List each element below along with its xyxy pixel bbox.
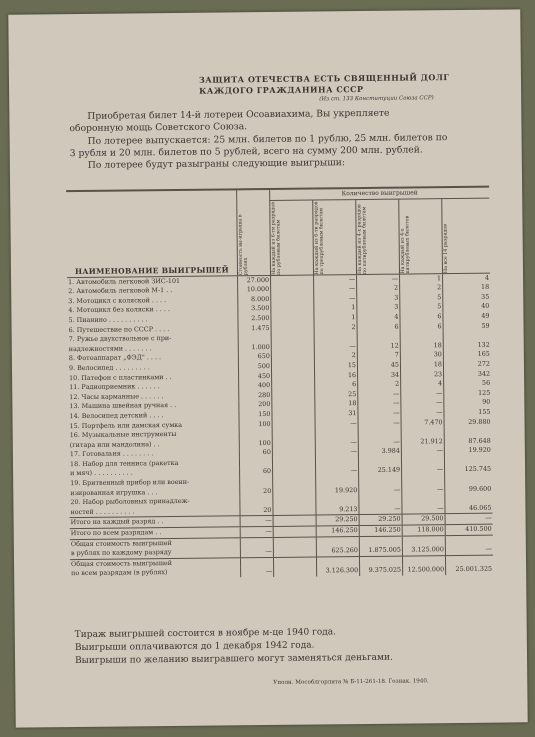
cell-q1: 31 [315, 409, 358, 419]
cell-cost: 1.000 [238, 343, 271, 353]
cell-q2: 9.375.025 [360, 566, 403, 576]
cell-q1: 16 [315, 371, 358, 381]
cell-cost: — [240, 547, 273, 557]
cell-q3: — [401, 408, 444, 418]
cell-q4: — [445, 545, 493, 556]
cell-q1: 1 [314, 303, 357, 313]
cell-cost: 2.500 [238, 314, 271, 324]
cell-q3: — [401, 389, 444, 399]
cell-name: изированная игрушка . . . [70, 487, 158, 497]
cell-cost: 450 [239, 371, 272, 381]
paragraph-3: По лотерее будут разыграны следующие выигрыши: [87, 157, 346, 171]
cell-q1: 6 [315, 380, 358, 390]
cell-q4 [445, 494, 493, 504]
cell-q3: 29.500 [402, 514, 445, 525]
cell-empty [272, 419, 315, 429]
cell-q2: — [358, 437, 401, 447]
cell-q3: — [402, 485, 445, 495]
cell-cost: 280 [239, 391, 272, 401]
cell-empty [273, 547, 316, 558]
cell-cost: 100 [239, 439, 272, 449]
cell-empty [272, 371, 315, 381]
cell-q4: 46.065 [445, 504, 493, 515]
cell-empty [272, 429, 315, 439]
cell-q2: 34 [358, 370, 401, 380]
cell-q3: — [402, 466, 445, 476]
cell-q4: 4 [443, 273, 491, 284]
column-header-q3: На каждый из 4-х разрядов по пятирублевым билетам [357, 203, 369, 274]
cell-q1 [314, 332, 357, 342]
cell-name: Итого по всем разрядам . . [70, 527, 241, 539]
cell-cost: 10.000 [238, 285, 271, 295]
cell-q1: — [315, 419, 358, 429]
footer-line-1: Тираж выигрышей состоится в ноябре м-це 1940 года. [74, 627, 337, 641]
cell-cost [240, 496, 273, 506]
cell-q4: 40 [443, 302, 491, 312]
cell-cost [240, 477, 273, 487]
cell-name: 11. Радиоприемник . . . . . . [69, 382, 160, 392]
cell-q1: — [315, 438, 358, 448]
cell-q4 [444, 427, 492, 437]
cell-name: 17. Готовальня . . . . . . . . [69, 449, 154, 459]
cell-q2: 25.149 [359, 466, 402, 476]
cell-q4: 165 [443, 350, 491, 360]
cell-cost: 20 [240, 487, 273, 497]
cell-q3: 5 [400, 293, 443, 303]
cell-q1 [316, 556, 359, 567]
cell-empty [272, 438, 315, 448]
cell-q3: 12.500.000 [403, 566, 446, 576]
cell-cost: 400 [239, 381, 272, 391]
cell-q1: 2 [314, 323, 357, 333]
cell-q2: 4 [357, 313, 400, 323]
cell-cost: 60 [239, 448, 272, 458]
cell-q4 [445, 555, 493, 566]
lottery-ticket-back [8, 9, 527, 727]
column-header-cost: Стоимость вы-игрыша в рублях [238, 214, 250, 275]
cell-empty [271, 275, 314, 286]
cell-empty [272, 400, 315, 410]
cell-empty [271, 361, 314, 371]
cell-q3: 18 [400, 341, 443, 351]
cell-q3: 23 [401, 370, 444, 380]
cell-empty [272, 381, 315, 391]
cell-q2 [359, 536, 402, 547]
cell-name: Общая стоимость выигрышей [70, 537, 241, 549]
cell-q3: 5 [400, 303, 443, 313]
cell-q3: — [402, 504, 445, 515]
cell-empty [274, 567, 317, 577]
cell-q1: 625.260 [316, 546, 359, 557]
cell-q3 [402, 475, 445, 485]
column-header-q4: На каждый из 4-х пятирублевых билетов [400, 215, 412, 274]
column-header-q2: На каждый из 6-ти разрядов по трехрублевым билетам [314, 201, 326, 275]
cell-empty [273, 515, 316, 526]
cell-q3 [401, 427, 444, 437]
cell-cost: — [240, 516, 273, 527]
cell-q3 [402, 535, 445, 546]
cell-q1 [316, 536, 359, 547]
cell-q2: 3 [357, 303, 400, 313]
header-citation: (Из ст. 133 Конституции Союза ССР) [319, 95, 434, 103]
cell-q1: 19.920 [316, 486, 359, 496]
cell-name: Общая стоимость выигрышей [70, 558, 241, 570]
cell-q2: 45 [357, 361, 400, 371]
cell-name: 14. Велосипед детский . . . . [69, 411, 164, 420]
cell-empty [273, 557, 316, 568]
cell-q3: 6 [400, 322, 443, 332]
cell-empty [273, 505, 316, 516]
cell-q2: 2 [357, 284, 400, 294]
cell-q4: 342 [444, 369, 492, 379]
header-line-2: КАЖДОГО ГРАЖДАНИНА СССР [199, 83, 364, 96]
cell-q1: — [314, 342, 357, 352]
cell-empty [272, 448, 315, 458]
cell-q1: 15 [314, 361, 357, 371]
cell-q2: — [358, 418, 401, 428]
cell-q4: 410.500 [445, 524, 493, 535]
cell-empty [271, 342, 314, 352]
cell-cost: 500 [238, 362, 271, 372]
cell-q3: 118.000 [402, 525, 445, 536]
cell-q3: 1 [400, 273, 443, 284]
cell-name: 20. Набор рыболовных принадлеж- [70, 497, 190, 507]
cell-empty [272, 409, 315, 419]
cell-q1: 3.126.300 [317, 566, 360, 576]
cell-q2 [357, 332, 400, 342]
cell-q1 [315, 457, 358, 467]
cell-name: и мяч) . . . . . . . . . . [70, 468, 133, 478]
cell-q2: 2 [358, 380, 401, 390]
cell-q2 [359, 556, 402, 567]
cell-empty [273, 477, 316, 487]
column-header-q1: На каждый из 6-ти разрядов по рублевым билетам [271, 201, 283, 275]
cell-q4: 56 [444, 379, 492, 389]
cell-q3 [400, 331, 443, 341]
cell-empty [271, 333, 314, 343]
header-line-1: ЗАЩИТА ОТЕЧЕСТВА ЕСТЬ СВЯЩЕННЫЙ ДОЛГ [198, 72, 450, 85]
cell-q2: — [359, 485, 402, 495]
cell-q3: 4 [401, 379, 444, 389]
cell-q2 [359, 476, 402, 486]
cell-cost: — [241, 567, 274, 577]
cell-empty [272, 390, 315, 400]
cell-q1 [315, 428, 358, 438]
cell-empty [271, 352, 314, 362]
cell-cost: 8.000 [238, 295, 271, 305]
cell-cost [239, 458, 272, 468]
cell-q2 [358, 456, 401, 466]
cell-name: (гитара или мандолина) . . [69, 439, 160, 449]
cell-q4 [444, 456, 492, 466]
cell-q1 [316, 476, 359, 486]
cell-name: 7. Ружье двухствольное с при- [68, 334, 172, 344]
prize-table-body [67, 273, 493, 579]
cell-q2: — [358, 409, 401, 419]
footer-line-2: Выигрыши оплачиваются до 1 декабря 1942 года. [74, 640, 315, 654]
cell-cost [238, 333, 271, 343]
cell-name: 16. Музыкальные инструменты [69, 430, 177, 440]
cell-name: 8. Фотоаппарат „ФЭД" . . . . [68, 353, 162, 363]
cell-empty [271, 285, 314, 295]
cell-name: 10. Патефон с пластинками . . [69, 372, 172, 382]
paragraph-2: По лотерее выпускается: 25 млн. билетов по 1 рублю, 25 млн. билетов по 3 рубля и 20 млн. билетов по 5 рублей, всего на сумму 200 млн. рублей. [69, 132, 448, 159]
cell-name: ностей . . . . . . . . . . [70, 507, 135, 516]
cell-q4 [443, 331, 491, 341]
cell-name: 4. Мотоцикл без коляски . . . . [68, 305, 170, 315]
cell-q4: 29.880 [444, 417, 492, 427]
cell-q1: 29.250 [316, 515, 359, 526]
cell-cost: 20 [240, 506, 273, 516]
cell-name: 6. Путешествие по СССР . . . . [68, 324, 170, 334]
cell-q1: — [314, 294, 357, 304]
cell-q2: 7 [357, 351, 400, 361]
cell-q4: 99.600 [445, 484, 493, 494]
cell-q4: 90 [444, 398, 492, 408]
cell-q2: 12 [357, 341, 400, 351]
cell-q4: 132 [443, 340, 491, 350]
cell-cost: — [240, 526, 273, 537]
cell-empty [271, 294, 314, 304]
cell-name: надлежностями . . . . . . . [68, 343, 152, 353]
cell-q2 [359, 495, 402, 505]
cell-q1: — [314, 274, 357, 285]
cell-name: 19. Бритвенный прибор или военн- [70, 477, 190, 488]
cell-q4 [445, 475, 493, 485]
cell-cost: 1.475 [238, 324, 271, 334]
cell-q2: 1.875.005 [359, 546, 402, 557]
cell-q2 [358, 428, 401, 438]
cell-q3: 18 [400, 360, 443, 370]
cell-name: 3. Мотоцикл с коляской . . . . [68, 295, 167, 305]
cell-q2: 6 [357, 322, 400, 332]
cell-q1: 2 [314, 351, 357, 361]
cell-name: 2. Автомобиль легковой М-1 . . [68, 286, 173, 296]
cell-cost: 3.500 [238, 304, 271, 314]
cell-q2: — [357, 274, 400, 285]
cell-q1: 1 [314, 313, 357, 323]
cell-name: по всем разрядам (в рублях) [71, 568, 168, 578]
cell-q4: 25.001.325 [446, 565, 494, 575]
cell-q3: — [401, 446, 444, 456]
paragraph-1: Приобретая билет 14-й лотереи Осоавиахима, Вы укрепляете оборонную мощь Советского Союза. [69, 107, 390, 134]
cell-name: 15. Портфель или дамская сумка [69, 420, 183, 430]
cell-q4: 49 [443, 312, 491, 322]
cell-empty [271, 313, 314, 323]
cell-cost: 27.000 [238, 275, 271, 285]
cell-empty [273, 526, 316, 537]
cell-cost [240, 537, 273, 547]
cell-q4: 272 [443, 360, 491, 370]
cell-q3 [402, 555, 445, 566]
cell-cost: 150 [239, 410, 272, 420]
cell-q3: 2 [400, 283, 443, 293]
cell-name: 18. Набор для тенниса (ракетка [69, 458, 179, 468]
column-header-quantity: Количество выигрышей [270, 187, 490, 200]
cell-name: 13. Машина швейная ручная . . [69, 401, 177, 411]
cell-name: 1. Автомобиль легковой ЗИС-101 [68, 276, 181, 286]
cell-q2: 3.984 [358, 447, 401, 457]
cell-q4: 87.648 [444, 436, 492, 446]
cell-q3: 6 [400, 312, 443, 322]
cell-q1: — [315, 447, 358, 457]
cell-cost: 650 [238, 352, 271, 362]
cell-empty [271, 304, 314, 314]
cell-q4: 155 [444, 408, 492, 418]
column-header-q5: На все 14 разрядов [443, 223, 450, 273]
cell-name: в рублях по каждому разряду [70, 548, 172, 558]
cell-q3: 21.912 [401, 437, 444, 447]
footer-line-3: Выигрыши по желанию выигравшего могут заменяться деньгами. [75, 652, 393, 667]
cell-q1: — [316, 467, 359, 477]
cell-q3: — [401, 398, 444, 408]
cell-q4: 18 [443, 283, 491, 293]
cell-q1: 25 [315, 390, 358, 400]
cell-q4: — [445, 514, 493, 525]
cell-q3: 3.125.000 [402, 545, 445, 556]
cell-cost: 200 [239, 400, 272, 410]
cell-q3 [402, 494, 445, 504]
cell-q2: — [359, 504, 402, 515]
cell-q4: 35 [443, 292, 491, 302]
cell-q4: 125 [444, 388, 492, 398]
column-header-prize-name: НАИМЕНОВАНИЕ ВЫИГРЫШЕЙ [74, 265, 230, 277]
cell-name: 9. Велосипед . . . . . . . . . [68, 363, 150, 373]
cell-q2: 29.250 [359, 515, 402, 526]
cell-cost: 100 [239, 419, 272, 429]
cell-empty [273, 486, 316, 496]
cell-q2: — [358, 399, 401, 409]
cell-name: 5. Пианино . . . . . . . . . . [68, 315, 148, 325]
cell-q1: 9.213 [316, 505, 359, 516]
cell-q2: 146.250 [359, 525, 402, 536]
cell-q4 [445, 535, 493, 546]
cell-name: 12. Часы карманные . . . . . . [69, 391, 164, 401]
cell-q3: 30 [400, 351, 443, 361]
cell-q4: 19.920 [444, 446, 492, 456]
cell-empty [271, 323, 314, 333]
cell-q2: 3 [357, 293, 400, 303]
cell-cost [240, 557, 273, 567]
cell-empty [272, 457, 315, 467]
cell-q1: 146.250 [316, 526, 359, 537]
cell-empty [273, 467, 316, 477]
cell-name: Итого на каждый разряд . . [70, 516, 241, 528]
cell-q1: 18 [315, 399, 358, 409]
printer-imprint: Уполн. Мособлгорлита № Б-11-261-18. Гознак. 1940. [273, 678, 429, 686]
cell-q2: — [358, 389, 401, 399]
prize-table [66, 186, 493, 579]
cell-q1 [316, 495, 359, 505]
cell-q4: 125.745 [445, 465, 493, 475]
cell-empty [273, 496, 316, 506]
cell-cost [239, 429, 272, 439]
cell-q1: — [314, 284, 357, 294]
cell-cost: 60 [240, 467, 273, 477]
cell-q4: 59 [443, 321, 491, 331]
cell-empty [273, 537, 316, 548]
cell-q3: 7.470 [401, 418, 444, 428]
cell-q3 [401, 456, 444, 466]
